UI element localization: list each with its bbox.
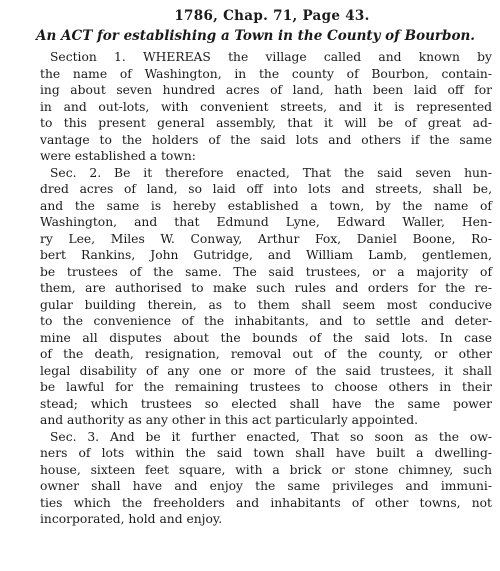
text-line: vantage to the holders of the said lots and others if the same — [40, 132, 492, 147]
text-line: the name of Washington, in the county of Bourbon, contain- — [40, 66, 492, 81]
text-line: mine all disputes about the bounds of the said lots. In case — [40, 330, 492, 345]
text-line: dred acres of land, so laid off into lots and streets, shall be, — [40, 182, 492, 196]
text-line: of the death, resignation, removal out of the county, or other — [40, 347, 492, 361]
text-line: ners of lots within the said town shall have built a dwelling- — [40, 446, 492, 460]
act-body — [40, 49, 492, 528]
text-line: legal disability of any one or more of the said trustees, it shall — [40, 363, 492, 378]
text-line: Washington, and that Edmund Lyne, Edward Waller, Hen- — [40, 215, 492, 229]
text-line: Section 1. WHEREAS the village called and known by — [50, 50, 492, 64]
page-header: 1786, Chap. 71, Page 43. — [174, 8, 370, 24]
text-line: and authority as any other in this act particularly appointed. — [40, 413, 419, 427]
text-line: bert Rankins, John Gutridge, and William Lamb, gentlemen, — [40, 248, 492, 262]
text-line: and the same is hereby established a town, by the name of — [40, 198, 492, 213]
act-title: An ACT for establishing a Town in the County of Bourbon. — [36, 28, 475, 44]
text-line: in and out-lots, with convenient streets, and it is represented — [40, 99, 492, 114]
text-line: ties which the freeholders and inhabitants of other towns, not — [40, 495, 492, 510]
text-line: gular building therein, as to them shall seem most conducive — [40, 297, 492, 312]
text-line: owner shall have and enjoy the same privileges and immuni- — [40, 479, 492, 493]
text-line: house, sixteen feet square, with a brick or stone chimney, such — [40, 462, 492, 477]
text-line: Sec. 2. Be it therefore enacted, That the said seven hun- — [50, 165, 492, 180]
text-line: were established a town: — [40, 149, 196, 163]
text-line: stead; which trustees so elected shall have the same power — [40, 396, 492, 411]
text-line: ing about seven hundred acres of land, hath been laid off for — [40, 83, 492, 97]
text-line: be trustees of the same. The said trustees, or a majority of — [40, 264, 492, 279]
text-line: them, are authorised to make such rules and orders for the re- — [40, 281, 492, 295]
text-line: to this present general assembly, that it will be of great ad- — [40, 116, 492, 130]
text-line: be lawful for the remaining trustees to choose others in their — [40, 380, 492, 394]
text-line: to the convenience of the inhabitants, and to settle and deter- — [40, 314, 492, 328]
text-line: incorporated, hold and enjoy. — [40, 512, 223, 526]
text-line: ry Lee, Miles W. Conway, Arthur Fox, Daniel Boone, Ro- — [40, 231, 492, 246]
text-line: Sec. 3. And be it further enacted, That so soon as the ow- — [50, 429, 492, 444]
